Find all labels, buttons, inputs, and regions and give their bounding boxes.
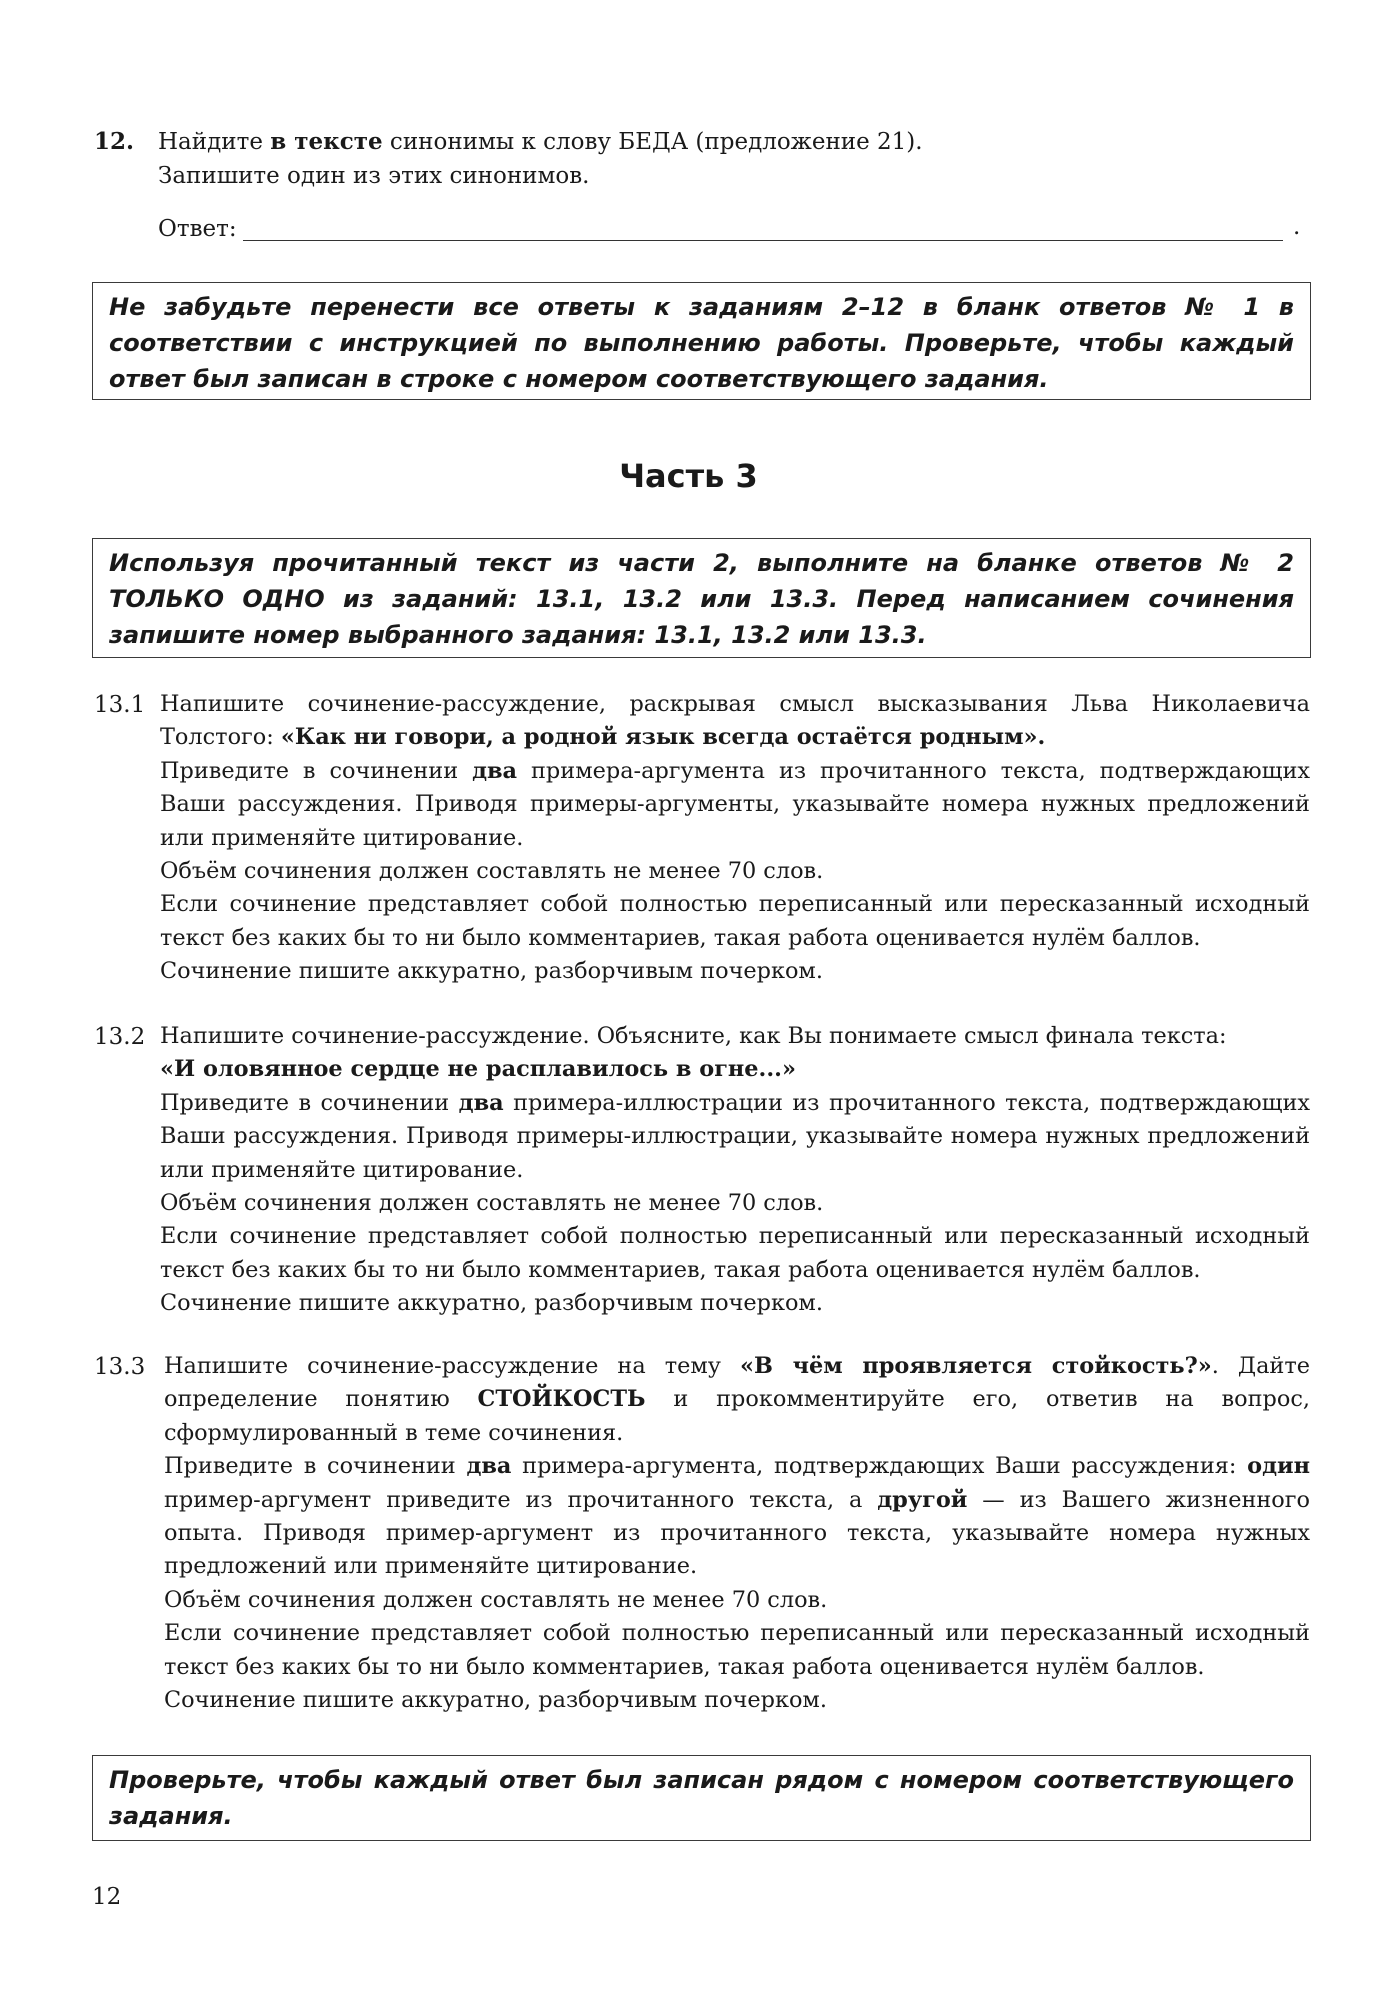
task-13-2-rule: Если сочинение представляет собой полностью переписанный или пересказанный исходный текст без каких бы то ни было комментариев, такая работа оценивается нулём баллов. [160, 1223, 1310, 1283]
task-13-1-intro-text: Напишите сочинение-рассуждение, раскрывая смысл высказывания Льва Николаевича Толстого: [160, 691, 1310, 751]
task-13-1-body [160, 688, 1310, 989]
task-13-1-number: 13.1 [94, 692, 146, 718]
reminder-box-1: Не забудьте перенести все ответы к заданиям 2–12 в бланк ответов № 1 в соответствии с инструкцией по выполнению работы. Проверьте, чтобы каждый ответ был записан в строке с номером соответствующего задания. [92, 282, 1311, 400]
task-13-3-examples-mid: примера-аргумента, подтверждающих Ваши рассуждения: [511, 1453, 1248, 1480]
task-13-1-volume: Объём сочинения должен составлять не менее 70 слов. [160, 858, 824, 885]
task-13-1-examples-post: примера-аргумента из прочитанного текста, подтверждающих Ваши рассуждения. Приводя примеры-аргументы, указывайте номера нужных предложений или применяйте цитирование. [160, 757, 1310, 851]
answer-end: . [1293, 214, 1301, 240]
task-13-2-examples-pre: Приведите в сочинении [160, 1089, 459, 1116]
task-13-2-volume: Объём сочинения должен составлять не менее 70 слов. [160, 1190, 824, 1217]
task-13-2-intro: Напишите сочинение-рассуждение. Объясните, как Вы понимаете смысл финала текста: [160, 1023, 1227, 1049]
task-12-line1-bold: в тексте [270, 128, 383, 155]
reminder-box-2: Проверьте, чтобы каждый ответ был записан рядом с номером соответствующего задания. [92, 1755, 1311, 1841]
task-13-3-examples-post: — из Вашего жизненного опыта. Приводя пример-аргумент из прочитанного текста, указывайте номера нужных предложений или применяйте цитирование. [164, 1486, 1310, 1580]
task-13-2-quote: «И оловянное сердце не расплавилось в огне...» [160, 1056, 796, 1083]
task-13-1-examples-pre: Приведите в сочинении [160, 757, 473, 784]
task-13-3-examples-pre: Приведите в сочинении [164, 1453, 467, 1480]
task-13-2-examples [160, 1087, 1310, 1187]
task-13-3-examples [164, 1450, 1310, 1584]
task-12-text [158, 125, 1298, 193]
task-13-3-number: 13.3 [94, 1354, 146, 1380]
instruction-box: Используя прочитанный текст из части 2, выполните на бланке ответов № 2 ТОЛЬКО ОДНО из заданий: 13.1, 13.2 или 13.3. Перед написанием сочинения запишите номер выбранного задания: 13.1, 13.2 или 13.3. [92, 538, 1311, 658]
task-12-number: 12. [94, 128, 135, 155]
task-13-3-body [164, 1350, 1310, 1717]
task-13-1-examples [160, 755, 1310, 855]
task-13-3-neat: Сочинение пишите аккуратно, разборчивым почерком. [164, 1687, 827, 1714]
task-13-3-examples-one: один [1247, 1453, 1310, 1480]
task-13-3-topic: «В чём проявляется стойкость?» [739, 1353, 1212, 1379]
task-13-3-rule: Если сочинение представляет собой полностью переписанный или пересказанный исходный текст без каких бы то ни было комментариев, такая работа оценивается нулём баллов. [164, 1620, 1310, 1680]
task-13-1-examples-bold: два [472, 757, 518, 784]
task-13-3-intro-pre: Напишите сочинение-рассуждение на тему [164, 1353, 740, 1379]
task-13-3-intro [164, 1350, 1310, 1450]
task-13-3-concept: СТОЙКОСТЬ [477, 1386, 646, 1413]
answer-label: Ответ: [158, 216, 237, 242]
task-13-3-volume: Объём сочинения должен составлять не менее 70 слов. [164, 1586, 828, 1613]
task-12-line1-post: синонимы к слову БЕДА (предложение 21). [382, 129, 923, 155]
task-12-line1-pre: Найдите [158, 129, 271, 155]
task-13-2-examples-post: примера-иллюстрации из прочитанного текста, подтверждающих Ваши рассуждения. Приводя примеры-иллюстрации, указывайте номера нужных предложений или применяйте цитирование. [160, 1089, 1310, 1183]
task-13-2-examples-bold: два [458, 1089, 504, 1116]
task-13-1-quote: «Как ни говори, а родной язык всегда остаётся родным». [280, 724, 1046, 751]
task-13-2-body [160, 1020, 1310, 1321]
part-title: Часть 3 [619, 457, 758, 495]
task-12-line2: Запишите один из этих синонимов. [158, 163, 590, 189]
task-13-3-examples-mid2: пример-аргумент приведите из прочитанного текста, а [164, 1486, 878, 1513]
task-13-3-examples-other: другой [877, 1486, 968, 1513]
task-13-2-number: 13.2 [94, 1024, 146, 1050]
task-13-3-intro-post: и прокомментируйте его, ответив на вопрос, сформулированный в теме сочинения. [164, 1386, 1311, 1446]
task-12-line1 [158, 125, 1298, 159]
answer-field[interactable] [243, 212, 1283, 241]
task-13-2-neat: Сочинение пишите аккуратно, разборчивым почерком. [160, 1290, 823, 1317]
task-13-2-quote-line [160, 1053, 1310, 1086]
task-13-1-rule: Если сочинение представляет собой полностью переписанный или пересказанный исходный текст без каких бы то ни было комментариев, такая работа оценивается нулём баллов. [160, 891, 1310, 951]
task-13-1-neat: Сочинение пишите аккуратно, разборчивым почерком. [160, 958, 823, 985]
task-13-3-examples-bold: два [466, 1453, 512, 1480]
task-13-3-intro-mid: . Дайте определение понятию [164, 1353, 1310, 1413]
task-13-1-intro [160, 688, 1310, 755]
page-number: 12 [92, 1884, 122, 1910]
